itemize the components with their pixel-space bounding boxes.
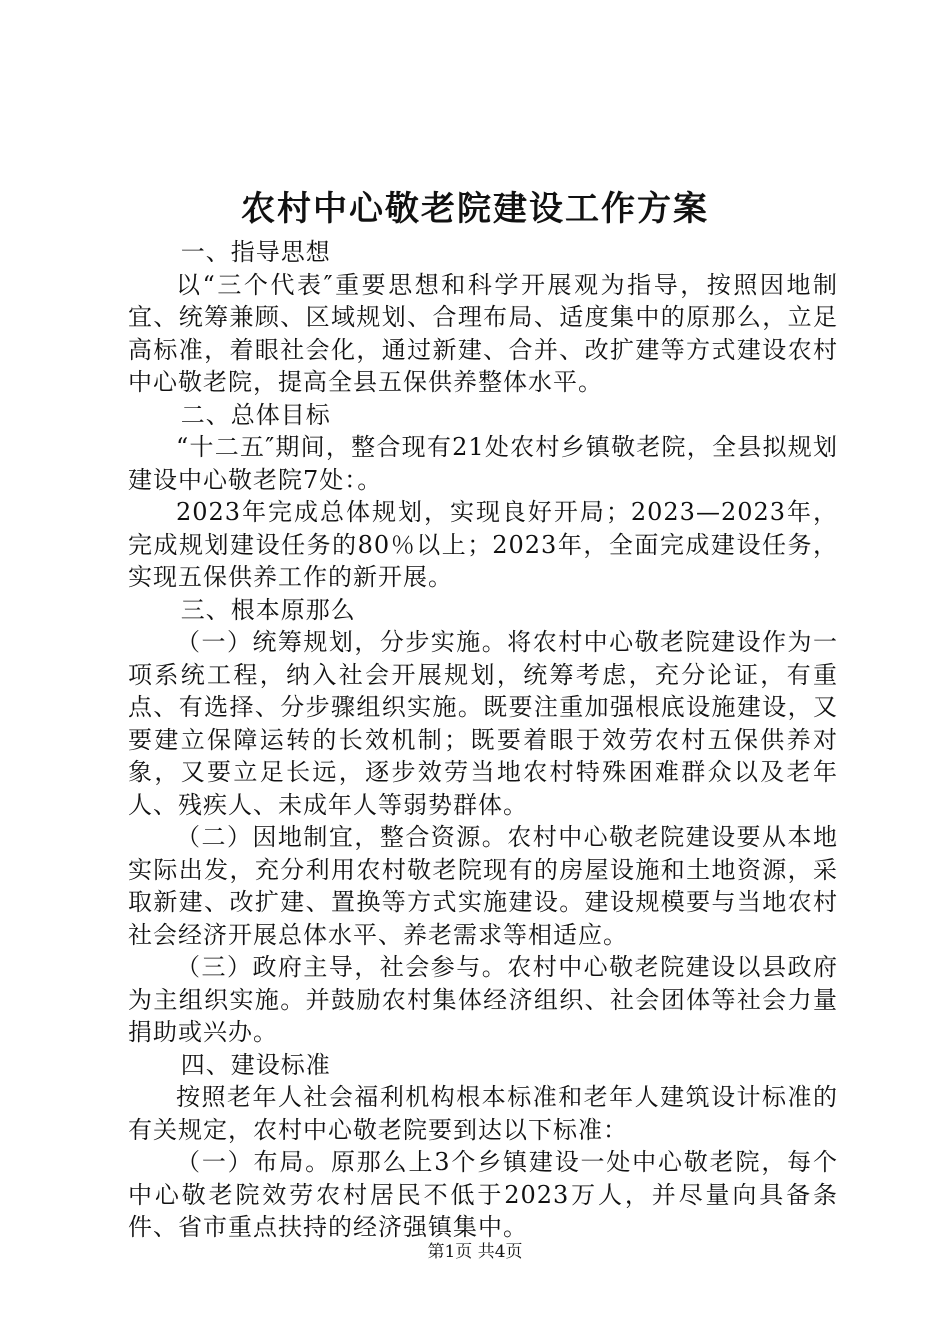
paragraph: 按照老年人社会福利机构根本标准和老年人建筑设计标准的有关规定，农村中心敬老院要到达以下标准： (128, 1083, 838, 1144)
paragraph: “十二五″期间，整合现有21处农村乡镇敬老院，全县拟规划建设中心敬老院7处：。 (128, 433, 838, 494)
section-heading-overall-goal: 二、总体目标 (180, 400, 331, 429)
document-title: 农村中心敬老院建设工作方案 (241, 189, 709, 229)
paragraph: （一）统筹规划，分步实施。将农村中心敬老院建设作为一项系统工程，纳入社会开展规划，统筹考虑，充分论证，有重点、有选择、分步骤组织实施。既要注重加强根底设施建设，又要建立保障运转的长效机制；既要着眼于效劳农村五保供养对象，又要立足长远，逐步效劳当地农村特殊困难群众以及老年人、残疾人、未成年人等弱势群体。 (128, 628, 838, 819)
paragraph: 以“三个代表″重要思想和科学开展观为指导，按照因地制宜、统筹兼顾、区域规划、合理布局、适度集中的原那么，立足高标准，着眼社会化，通过新建、合并、改扩建等方式建设农村中心敬老院，提高全县五保供养整体水平。 (128, 270, 838, 396)
document-body (128, 236, 838, 1244)
paragraph: （一）布局。原那么上3个乡镇建设一处中心敬老院，每个中心敬老院效劳农村居民不低于2023万人，并尽量向具备条件、省市重点扶持的经济强镇集中。 (128, 1148, 838, 1241)
section-heading-basic-principles: 三、根本原那么 (180, 595, 356, 624)
paragraph: 2023年完成总体规划，实现良好开局；2023—2023年，完成规划建设任务的80％以上；2023年，全面完成建设任务，实现五保供养工作的新开展。 (128, 498, 838, 591)
section-heading-guiding-ideology: 一、指导思想 (180, 238, 331, 266)
page-number-footer: 第1页 共4页 (427, 1242, 523, 1262)
section-heading-construction-standards: 四、建设标准 (180, 1050, 331, 1079)
paragraph: （三）政府主导，社会参与。农村中心敬老院建设以县政府为主组织实施。并鼓励农村集体经济组织、社会团体等社会力量捐助或兴办。 (128, 953, 838, 1046)
paragraph: （二）因地制宜，整合资源。农村中心敬老院建设要从本地实际出发，充分利用农村敬老院现有的房屋设施和土地资源，采取新建、改扩建、置换等方式实施建设。建设规模要与当地农村社会经济开展总体水平、养老需求等相适应。 (128, 823, 838, 949)
